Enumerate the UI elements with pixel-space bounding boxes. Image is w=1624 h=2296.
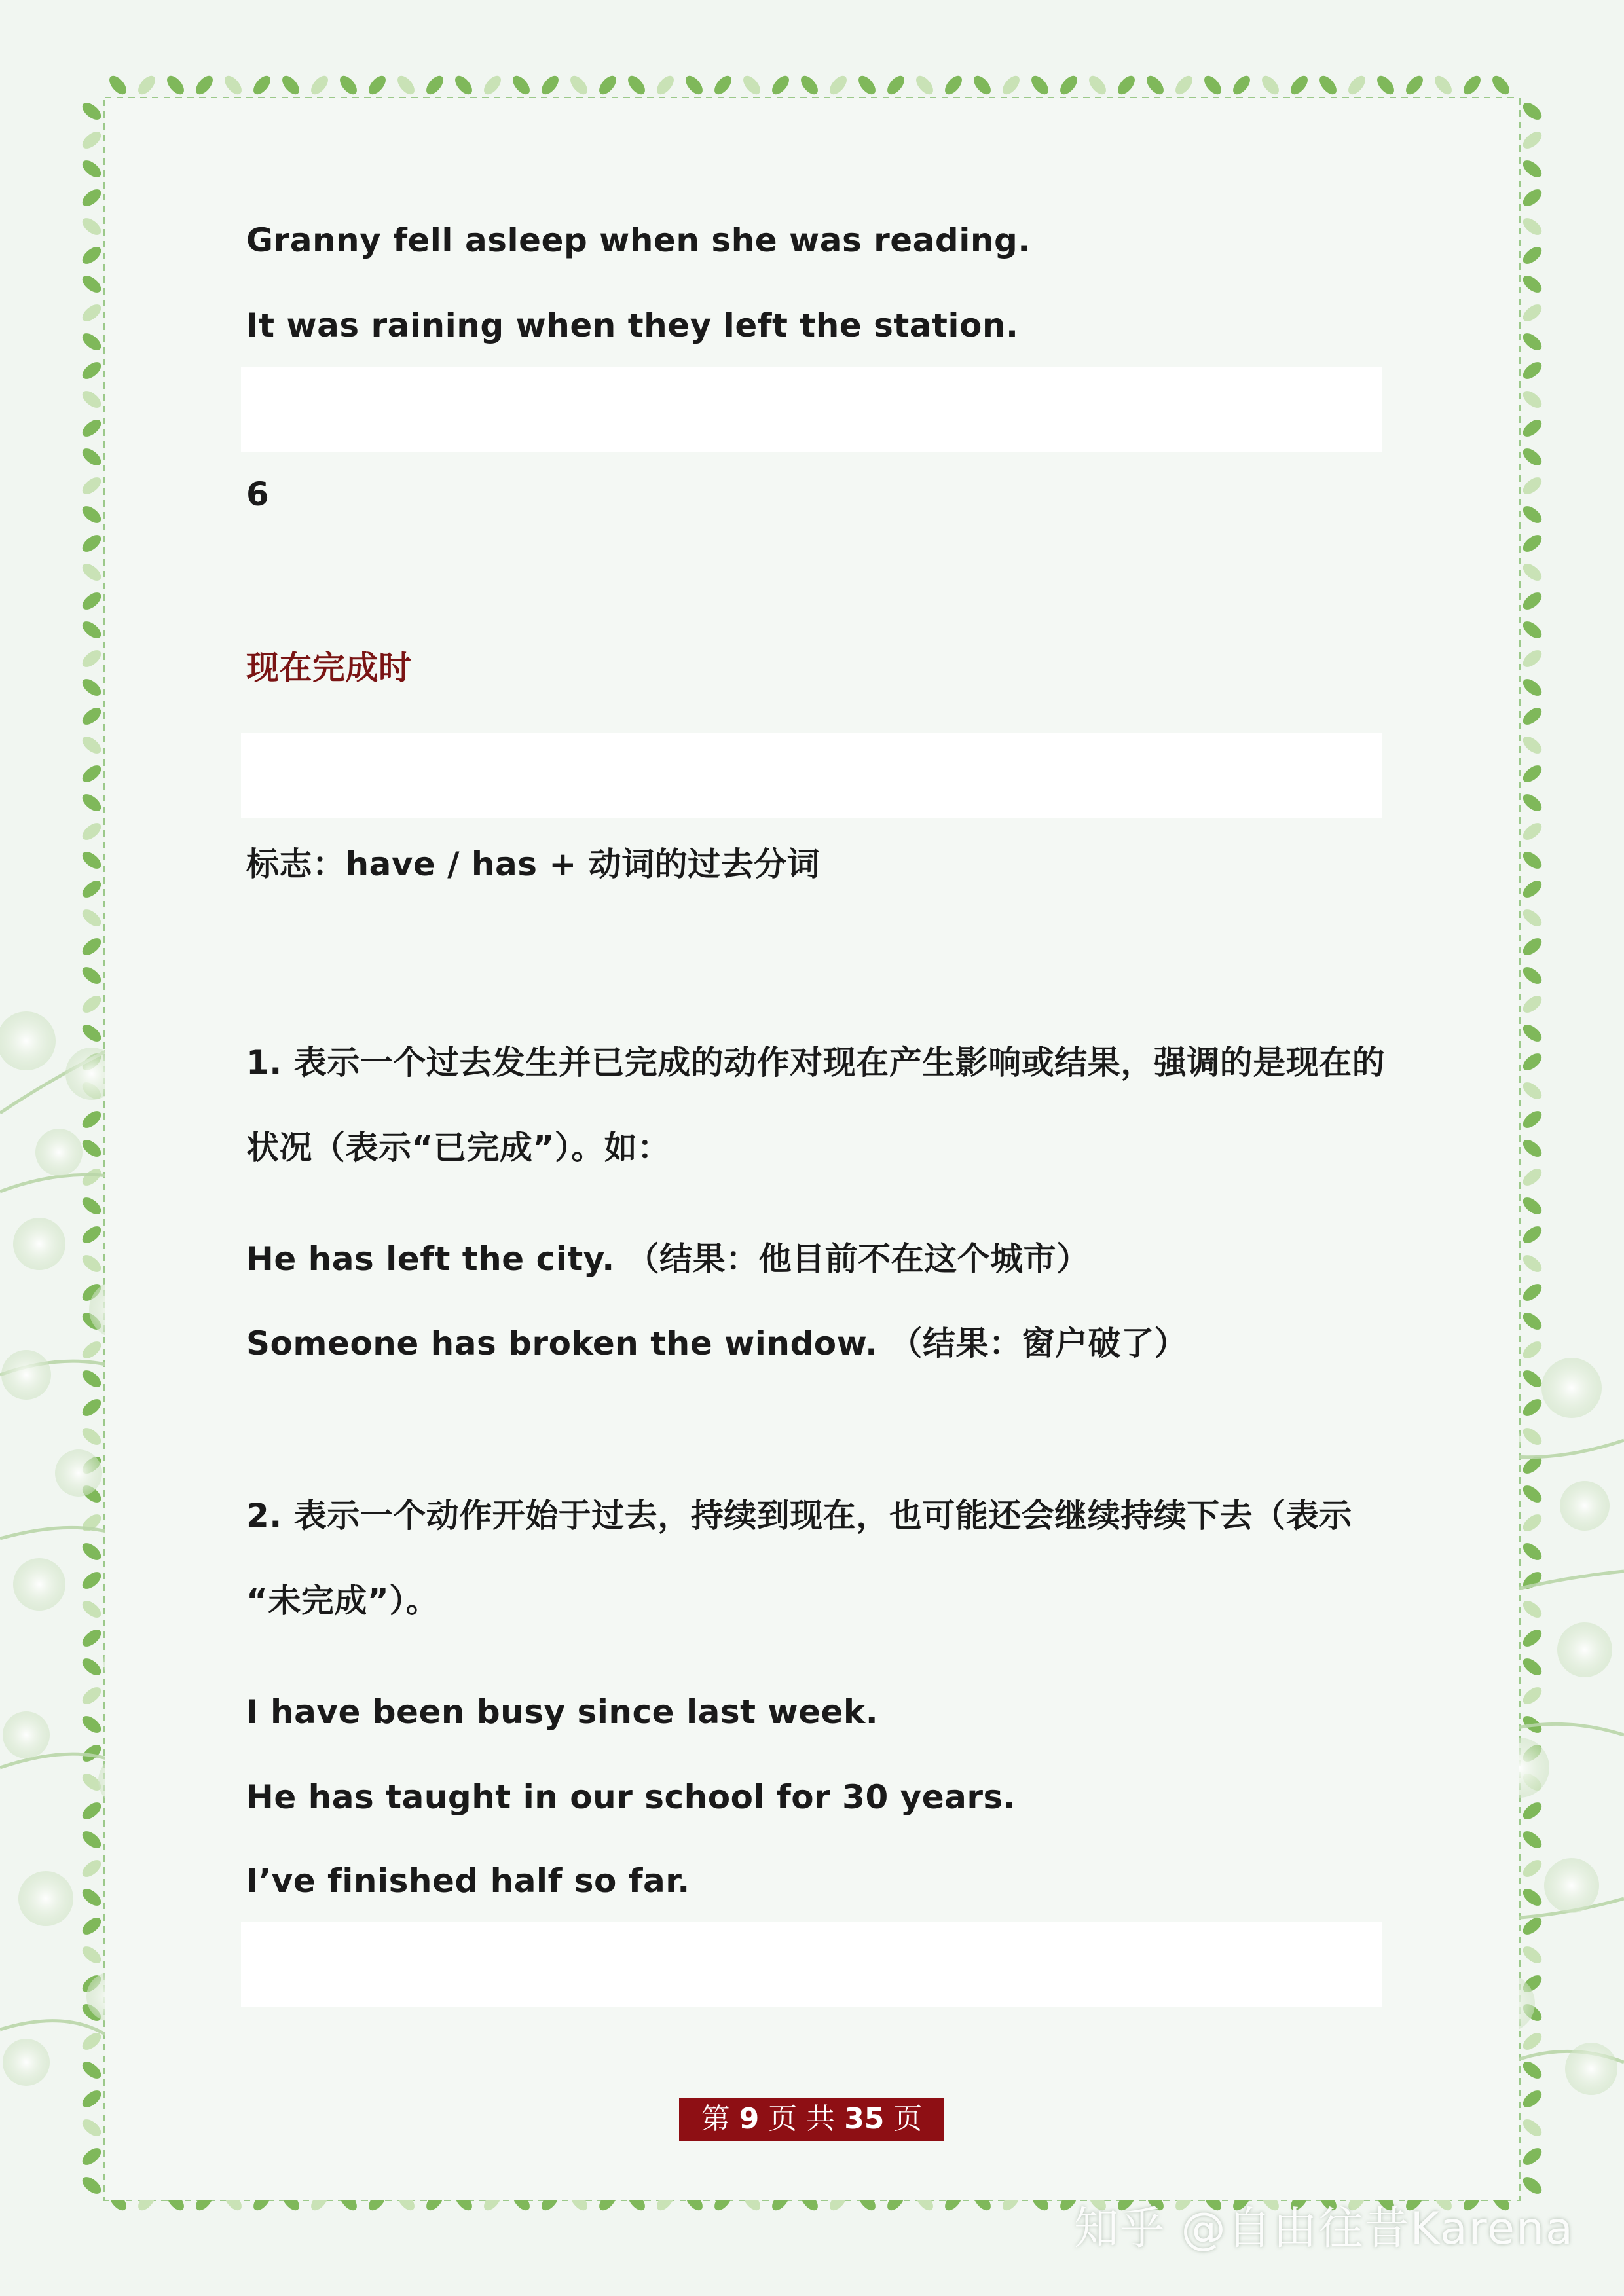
blank-box-1 xyxy=(241,367,1382,452)
example-3: I have been busy since last week. xyxy=(246,1693,879,1731)
leaf-ornament xyxy=(79,2116,104,2140)
leaf-ornament xyxy=(1520,560,1545,584)
leaf-ornament xyxy=(79,474,104,498)
leaf-ornament xyxy=(79,1338,104,1362)
point-2-line-1: 2. 表示一个动作开始于过去，持续到现在，也可能还会继续持续下去（表示 xyxy=(246,1497,1352,1535)
leaf-ornament xyxy=(1201,73,1225,98)
leaf-ornament xyxy=(711,73,735,98)
leaf-ornament xyxy=(79,1828,104,1851)
example-past-continuous-2: It was raining when they left the station. xyxy=(246,306,1019,344)
leaf-ornament xyxy=(79,1799,104,1823)
leaf-ornament xyxy=(79,1396,104,1419)
point-1-line-1: 1. 表示一个过去发生并已完成的动作对现在产生影响或结果，强调的是现在的 xyxy=(246,1044,1386,1082)
leaf-ornament xyxy=(1520,388,1545,411)
leaf-ornament xyxy=(798,73,821,98)
leaf-ornament xyxy=(1520,1482,1545,1506)
leaf-ornament xyxy=(79,1569,104,1592)
leaf-ornament xyxy=(1520,301,1545,325)
leaf-ornament xyxy=(1520,330,1545,354)
leaf-ornament xyxy=(1172,73,1196,98)
leaf-ornament xyxy=(79,906,104,930)
leaf-ornament xyxy=(193,73,216,98)
watermark: 知乎 @自由往昔Karena xyxy=(1074,2203,1574,2255)
leaf-ornament xyxy=(337,73,360,98)
leaf-ornament xyxy=(740,73,764,98)
leaf-ornament xyxy=(79,503,104,526)
section-heading: 现在完成时 xyxy=(246,649,412,687)
leaf-ornament xyxy=(1520,1194,1545,1218)
leaf-ornament xyxy=(1460,73,1484,98)
leaf-ornament xyxy=(1259,73,1282,98)
leaf-ornament xyxy=(1520,1079,1545,1102)
leaf-ornament xyxy=(1520,1511,1545,1535)
blank-box-2 xyxy=(241,733,1382,818)
leaf-ornament xyxy=(1520,1165,1545,1189)
footer-middle: 页 共 xyxy=(768,2102,836,2136)
leaf-ornament xyxy=(481,73,504,98)
leaf-ornament xyxy=(1520,820,1545,843)
leaf-ornament xyxy=(1520,532,1545,555)
leaf-ornament xyxy=(423,73,447,98)
leaf-ornament xyxy=(1520,1626,1545,1650)
leaf-ornament xyxy=(1520,1021,1545,1045)
leaf-ornament xyxy=(79,1252,104,1275)
leaf-ornament xyxy=(79,100,104,123)
leaf-ornament xyxy=(1028,73,1052,98)
leaf-ornament xyxy=(79,589,104,613)
leaf-ornament xyxy=(79,1137,104,1160)
leaf-ornament xyxy=(79,820,104,843)
leaf-ornament xyxy=(79,2174,104,2197)
leaf-ornament xyxy=(1520,157,1545,181)
leaf-ornament xyxy=(1520,359,1545,382)
example-2: Someone has broken the window. （结果：窗户破了） xyxy=(246,1324,1188,1362)
leaf-ornament xyxy=(509,73,533,98)
leaf-ornament xyxy=(1520,1425,1545,1448)
leaf-ornament xyxy=(1520,1252,1545,1275)
leaf-ornament xyxy=(1520,704,1545,728)
leaf-ornament xyxy=(79,186,104,210)
leaf-ornament xyxy=(1520,1540,1545,1563)
example-past-continuous-1: Granny fell asleep when she was reading. xyxy=(246,221,1031,259)
leaf-ornament xyxy=(1520,100,1545,123)
leaf-ornament xyxy=(682,73,706,98)
blank-box-3 xyxy=(241,1922,1382,2007)
leaf-ornament xyxy=(250,73,274,98)
leaf-ornament xyxy=(79,704,104,728)
footer-total: 35 xyxy=(844,2102,885,2136)
leaf-ornament xyxy=(106,73,130,98)
leaf-ornament xyxy=(1520,762,1545,786)
leaf-ornament xyxy=(79,1626,104,1650)
leaf-ornament xyxy=(1520,1828,1545,1851)
leaf-ornament xyxy=(79,560,104,584)
leaf-ornament xyxy=(1520,503,1545,526)
leaf-ornament xyxy=(1316,73,1340,98)
leaf-ornament xyxy=(1520,1799,1545,1823)
leaf-ornament xyxy=(79,1713,104,1736)
leaf-ornament xyxy=(1115,73,1138,98)
leaf-ornament xyxy=(1489,73,1513,98)
leaf-ornament xyxy=(79,445,104,469)
leaf-ornament xyxy=(79,993,104,1016)
leaf-ornament xyxy=(79,618,104,642)
leaf-ornament xyxy=(1520,906,1545,930)
leaf-ornament xyxy=(1520,2145,1545,2168)
leaf-ornament xyxy=(1520,733,1545,757)
leaf-ornament xyxy=(999,73,1023,98)
page-number-footer xyxy=(679,2098,944,2141)
leaf-ornament xyxy=(1520,589,1545,613)
footer-suffix: 页 xyxy=(893,2102,923,2136)
leaf-ornament xyxy=(79,1857,104,1880)
leaf-ornament xyxy=(135,73,158,98)
leaf-ornament xyxy=(1520,416,1545,440)
leaf-ornament xyxy=(79,416,104,440)
leaf-ornament xyxy=(1520,1050,1545,1074)
leaf-ornament xyxy=(365,73,389,98)
leaf-ornament xyxy=(1520,1309,1545,1333)
leaf-ornament xyxy=(79,1194,104,1218)
leaf-ornament xyxy=(79,676,104,699)
leaf-ornament xyxy=(1520,1338,1545,1362)
leaf-ornament xyxy=(1520,647,1545,670)
leaf-ornament xyxy=(1520,128,1545,152)
leaf-ornament xyxy=(79,128,104,152)
leaf-ornament xyxy=(1520,877,1545,901)
leaf-ornament xyxy=(79,1021,104,1045)
footer-page: 9 xyxy=(739,2102,760,2136)
leaf-ornament xyxy=(79,244,104,267)
leaf-ornament xyxy=(538,73,562,98)
leaf-ornament xyxy=(79,157,104,181)
leaf-ornament xyxy=(1520,964,1545,987)
leaf-ornament xyxy=(279,73,303,98)
leaf-ornament xyxy=(79,359,104,382)
leaf-ornament xyxy=(625,73,648,98)
leaf-ornament xyxy=(79,1914,104,1938)
leaf-ornament xyxy=(654,73,677,98)
leaf-ornament xyxy=(1057,73,1080,98)
leaf-ornament xyxy=(79,2145,104,2168)
leaf-ornament xyxy=(79,935,104,958)
leaf-ornament xyxy=(79,1943,104,1967)
leaf-ornament xyxy=(79,733,104,757)
leaf-ornament xyxy=(1520,186,1545,210)
leaf-ornament xyxy=(1374,73,1397,98)
leaf-ornament xyxy=(79,848,104,872)
leaf-ornament xyxy=(1520,1597,1545,1621)
leaf-ornament xyxy=(1403,73,1426,98)
leaf-ornament xyxy=(1520,791,1545,814)
leaf-ornament xyxy=(79,877,104,901)
leaf-ornament xyxy=(970,73,994,98)
footer-prefix: 第 xyxy=(701,2102,730,2136)
leaf-ornament xyxy=(1520,1367,1545,1391)
leaf-ornament xyxy=(826,73,850,98)
leaf-ornament xyxy=(1086,73,1109,98)
leaf-ornament xyxy=(79,762,104,786)
leaf-ornament xyxy=(79,1425,104,1448)
point-1-line-2: 状况（表示“已完成”）。如： xyxy=(246,1129,671,1167)
section-number: 6 xyxy=(246,475,270,513)
point-2-line-2: “未完成”）。 xyxy=(246,1582,439,1620)
leaf-ornament xyxy=(884,73,908,98)
leaf-ornament xyxy=(79,272,104,296)
leaf-ornament xyxy=(1520,2030,1545,2053)
leaf-ornament xyxy=(942,73,965,98)
leaf-ornament xyxy=(1287,73,1311,98)
leaf-ornament xyxy=(221,73,245,98)
leaf-ornament xyxy=(567,73,591,98)
leaf-ornament xyxy=(79,388,104,411)
leaf-ornament xyxy=(913,73,936,98)
leaf-ornament xyxy=(1230,73,1253,98)
leaf-ornament xyxy=(1520,1396,1545,1419)
leaf-ornament xyxy=(1520,2174,1545,2197)
leaf-ornament xyxy=(79,330,104,354)
leaf-ornament xyxy=(79,1540,104,1563)
leaf-ornament xyxy=(1520,1223,1545,1247)
leaf-ornament xyxy=(1520,2087,1545,2111)
leaf-ornament xyxy=(1520,1108,1545,1131)
leaf-ornament xyxy=(79,1655,104,1679)
leaf-ornament xyxy=(1520,1137,1545,1160)
leaf-ornament xyxy=(1520,1886,1545,1909)
leaf-ornament xyxy=(79,532,104,555)
example-1: He has left the city. （结果：他目前不在这个城市） xyxy=(246,1240,1090,1278)
leaf-ornament xyxy=(1520,445,1545,469)
leaf-ornament xyxy=(1345,73,1369,98)
example-4: He has taught in our school for 30 years. xyxy=(246,1778,1016,1816)
leaf-ornament xyxy=(79,1165,104,1189)
leaf-ornament xyxy=(1431,73,1455,98)
leaf-ornament xyxy=(79,964,104,987)
leaf-ornament xyxy=(1520,474,1545,498)
leaf-ornament xyxy=(1520,215,1545,238)
leaf-ornament xyxy=(79,647,104,670)
leaf-ornament xyxy=(79,2058,104,2082)
leaf-ornament xyxy=(1520,272,1545,296)
leaf-ornament xyxy=(164,73,187,98)
leaf-ornament xyxy=(1520,1684,1545,1707)
leaf-ornament xyxy=(1520,993,1545,1016)
leaf-ornament xyxy=(1520,1281,1545,1304)
leaf-ornament xyxy=(308,73,331,98)
leaf-ornament xyxy=(596,73,619,98)
leaf-ornament xyxy=(79,1886,104,1909)
leaf-ornament xyxy=(79,791,104,814)
leaf-ornament xyxy=(1520,2116,1545,2140)
leaf-ornament xyxy=(79,1108,104,1131)
leaf-ornament xyxy=(1520,1655,1545,1679)
leaf-ornament xyxy=(1520,2058,1545,2082)
leaf-ornament xyxy=(79,2087,104,2111)
leaf-ornament xyxy=(769,73,792,98)
leaf-ornament xyxy=(79,1367,104,1391)
leaf-ornament xyxy=(1520,1943,1545,1967)
leaf-ornament xyxy=(79,1684,104,1707)
leaf-ornament xyxy=(855,73,879,98)
leaf-ornament xyxy=(1520,244,1545,267)
leaf-ornament xyxy=(79,1597,104,1621)
leaf-ornament xyxy=(79,301,104,325)
leaf-ornament xyxy=(1143,73,1167,98)
tense-marker: 标志：have / has + 动词的过去分词 xyxy=(246,845,821,883)
leaf-ornament xyxy=(1520,676,1545,699)
leaf-ornament xyxy=(79,215,104,238)
leaf-ornament xyxy=(1520,1857,1545,1880)
leaf-ornament xyxy=(1520,935,1545,958)
leaf-ornament xyxy=(1520,618,1545,642)
leaf-ornament xyxy=(79,1223,104,1247)
leaf-ornament xyxy=(452,73,475,98)
example-5: I’ve finished half so far. xyxy=(246,1862,690,1900)
leaf-ornament xyxy=(394,73,418,98)
leaf-ornament xyxy=(1520,848,1545,872)
